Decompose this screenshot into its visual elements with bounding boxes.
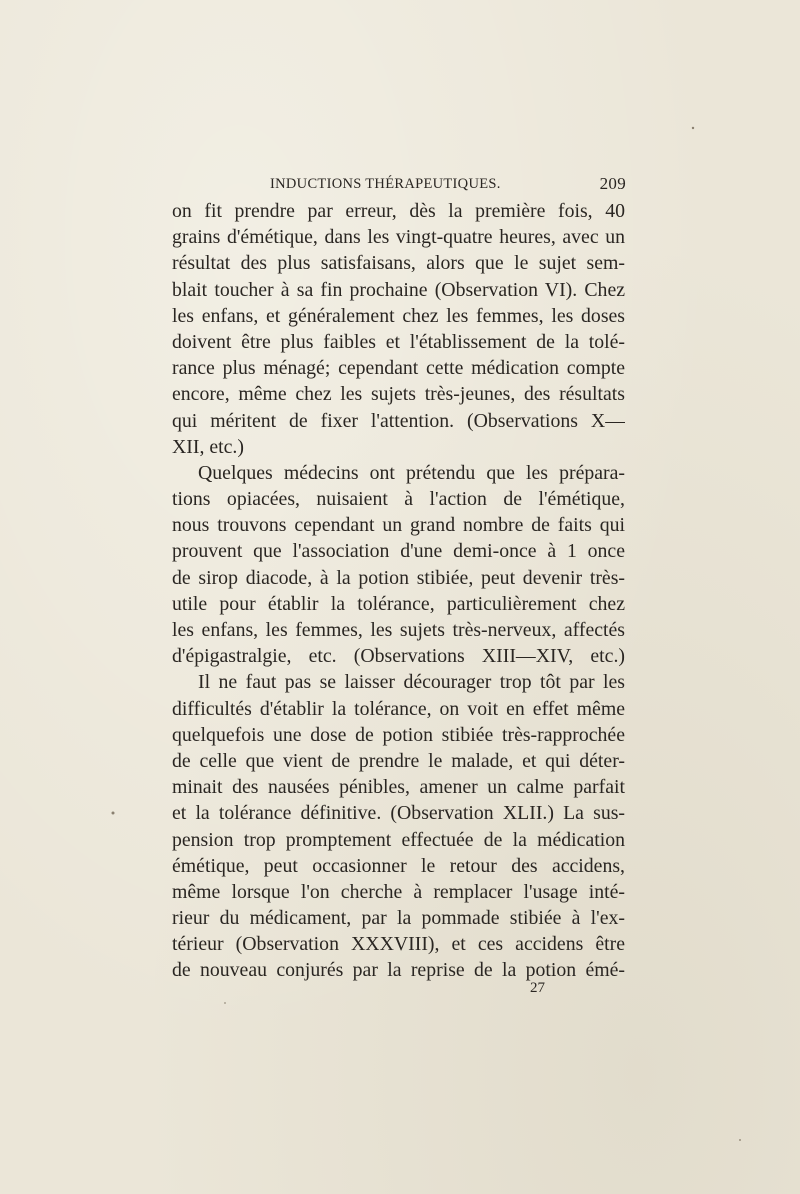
text-line: résultat des plus satisfaisans, alors que le sujet sem-: [172, 252, 625, 275]
text-line: rieur du médicament, par la pommade stibiée à l'ex-: [172, 907, 625, 930]
text-line: les enfans, les femmes, les sujets très-nerveux, affectés: [172, 619, 625, 641]
body-text: [172, 198, 625, 984]
text-line: de celle que vient de prendre le malade, et qui déter-: [172, 749, 625, 772]
running-title: INDUCTIONS THÉRAPEUTIQUES.: [270, 176, 501, 192]
text-line: encore, même chez les sujets très-jeunes, des résultats: [172, 383, 625, 406]
text-line: XII, etc.): [172, 435, 244, 458]
text-line: minait des nausées pénibles, amener un calme parfait: [172, 776, 625, 799]
text-line: utile pour établir la tolérance, particulièrement chez: [172, 592, 625, 615]
text-line: Il ne faut pas se laisser décourager trop tôt par les: [198, 671, 625, 694]
text-line: même lorsque l'on cherche à remplacer l'usage inté-: [172, 880, 625, 903]
text-line: grains d'émétique, dans les vingt-quatre heures, avec un: [172, 226, 625, 249]
text-line: rance plus ménagé; cependant cette médication compte: [172, 357, 625, 380]
signature-mark: 27: [530, 980, 545, 996]
text-line: les enfans, et généralement chez les femmes, les doses: [172, 304, 625, 327]
text-line: tions opiacées, nuisaient à l'action de l'émétique,: [172, 488, 625, 511]
text-line: térieur (Observation XXXVIII), et ces accidens être: [172, 933, 625, 956]
text-line: difficultés d'établir la tolérance, on voit en effet même: [172, 697, 625, 720]
text-line: et la tolérance définitive. (Observation XLII.) La sus-: [172, 802, 625, 825]
text-line: prouvent que l'association d'une demi-once à 1 once: [172, 540, 625, 563]
text-line: pension trop promptement effectuée de la médication: [172, 828, 625, 851]
text-line: doivent être plus faibles et l'établissement de la tolé-: [172, 330, 625, 353]
text-line: Quelques médecins ont prétendu que les prépara-: [198, 461, 625, 484]
page-header: [172, 172, 626, 198]
page-number: 209: [599, 174, 626, 193]
text-line: émétique, peut occasionner le retour des accidens,: [172, 854, 625, 877]
text-line: blait toucher à sa fin prochaine (Observation VI). Chez: [172, 278, 625, 301]
text-line: de nouveau conjurés par la reprise de la potion émé-: [172, 959, 625, 982]
text-line: qui méritent de fixer l'attention. (Observations X—: [172, 409, 625, 432]
text-line: on fit prendre par erreur, dès la première fois, 40: [172, 200, 625, 222]
text-line: de sirop diacode, à la potion stibiée, peut devenir très-: [172, 566, 625, 589]
text-line: d'épigastralgie, etc. (Observations XIII—XIV, etc.): [172, 645, 625, 668]
text-line: quelquefois une dose de potion stibiée très-rapprochée: [172, 723, 625, 746]
text-line: nous trouvons cependant un grand nombre de faits qui: [172, 514, 625, 537]
